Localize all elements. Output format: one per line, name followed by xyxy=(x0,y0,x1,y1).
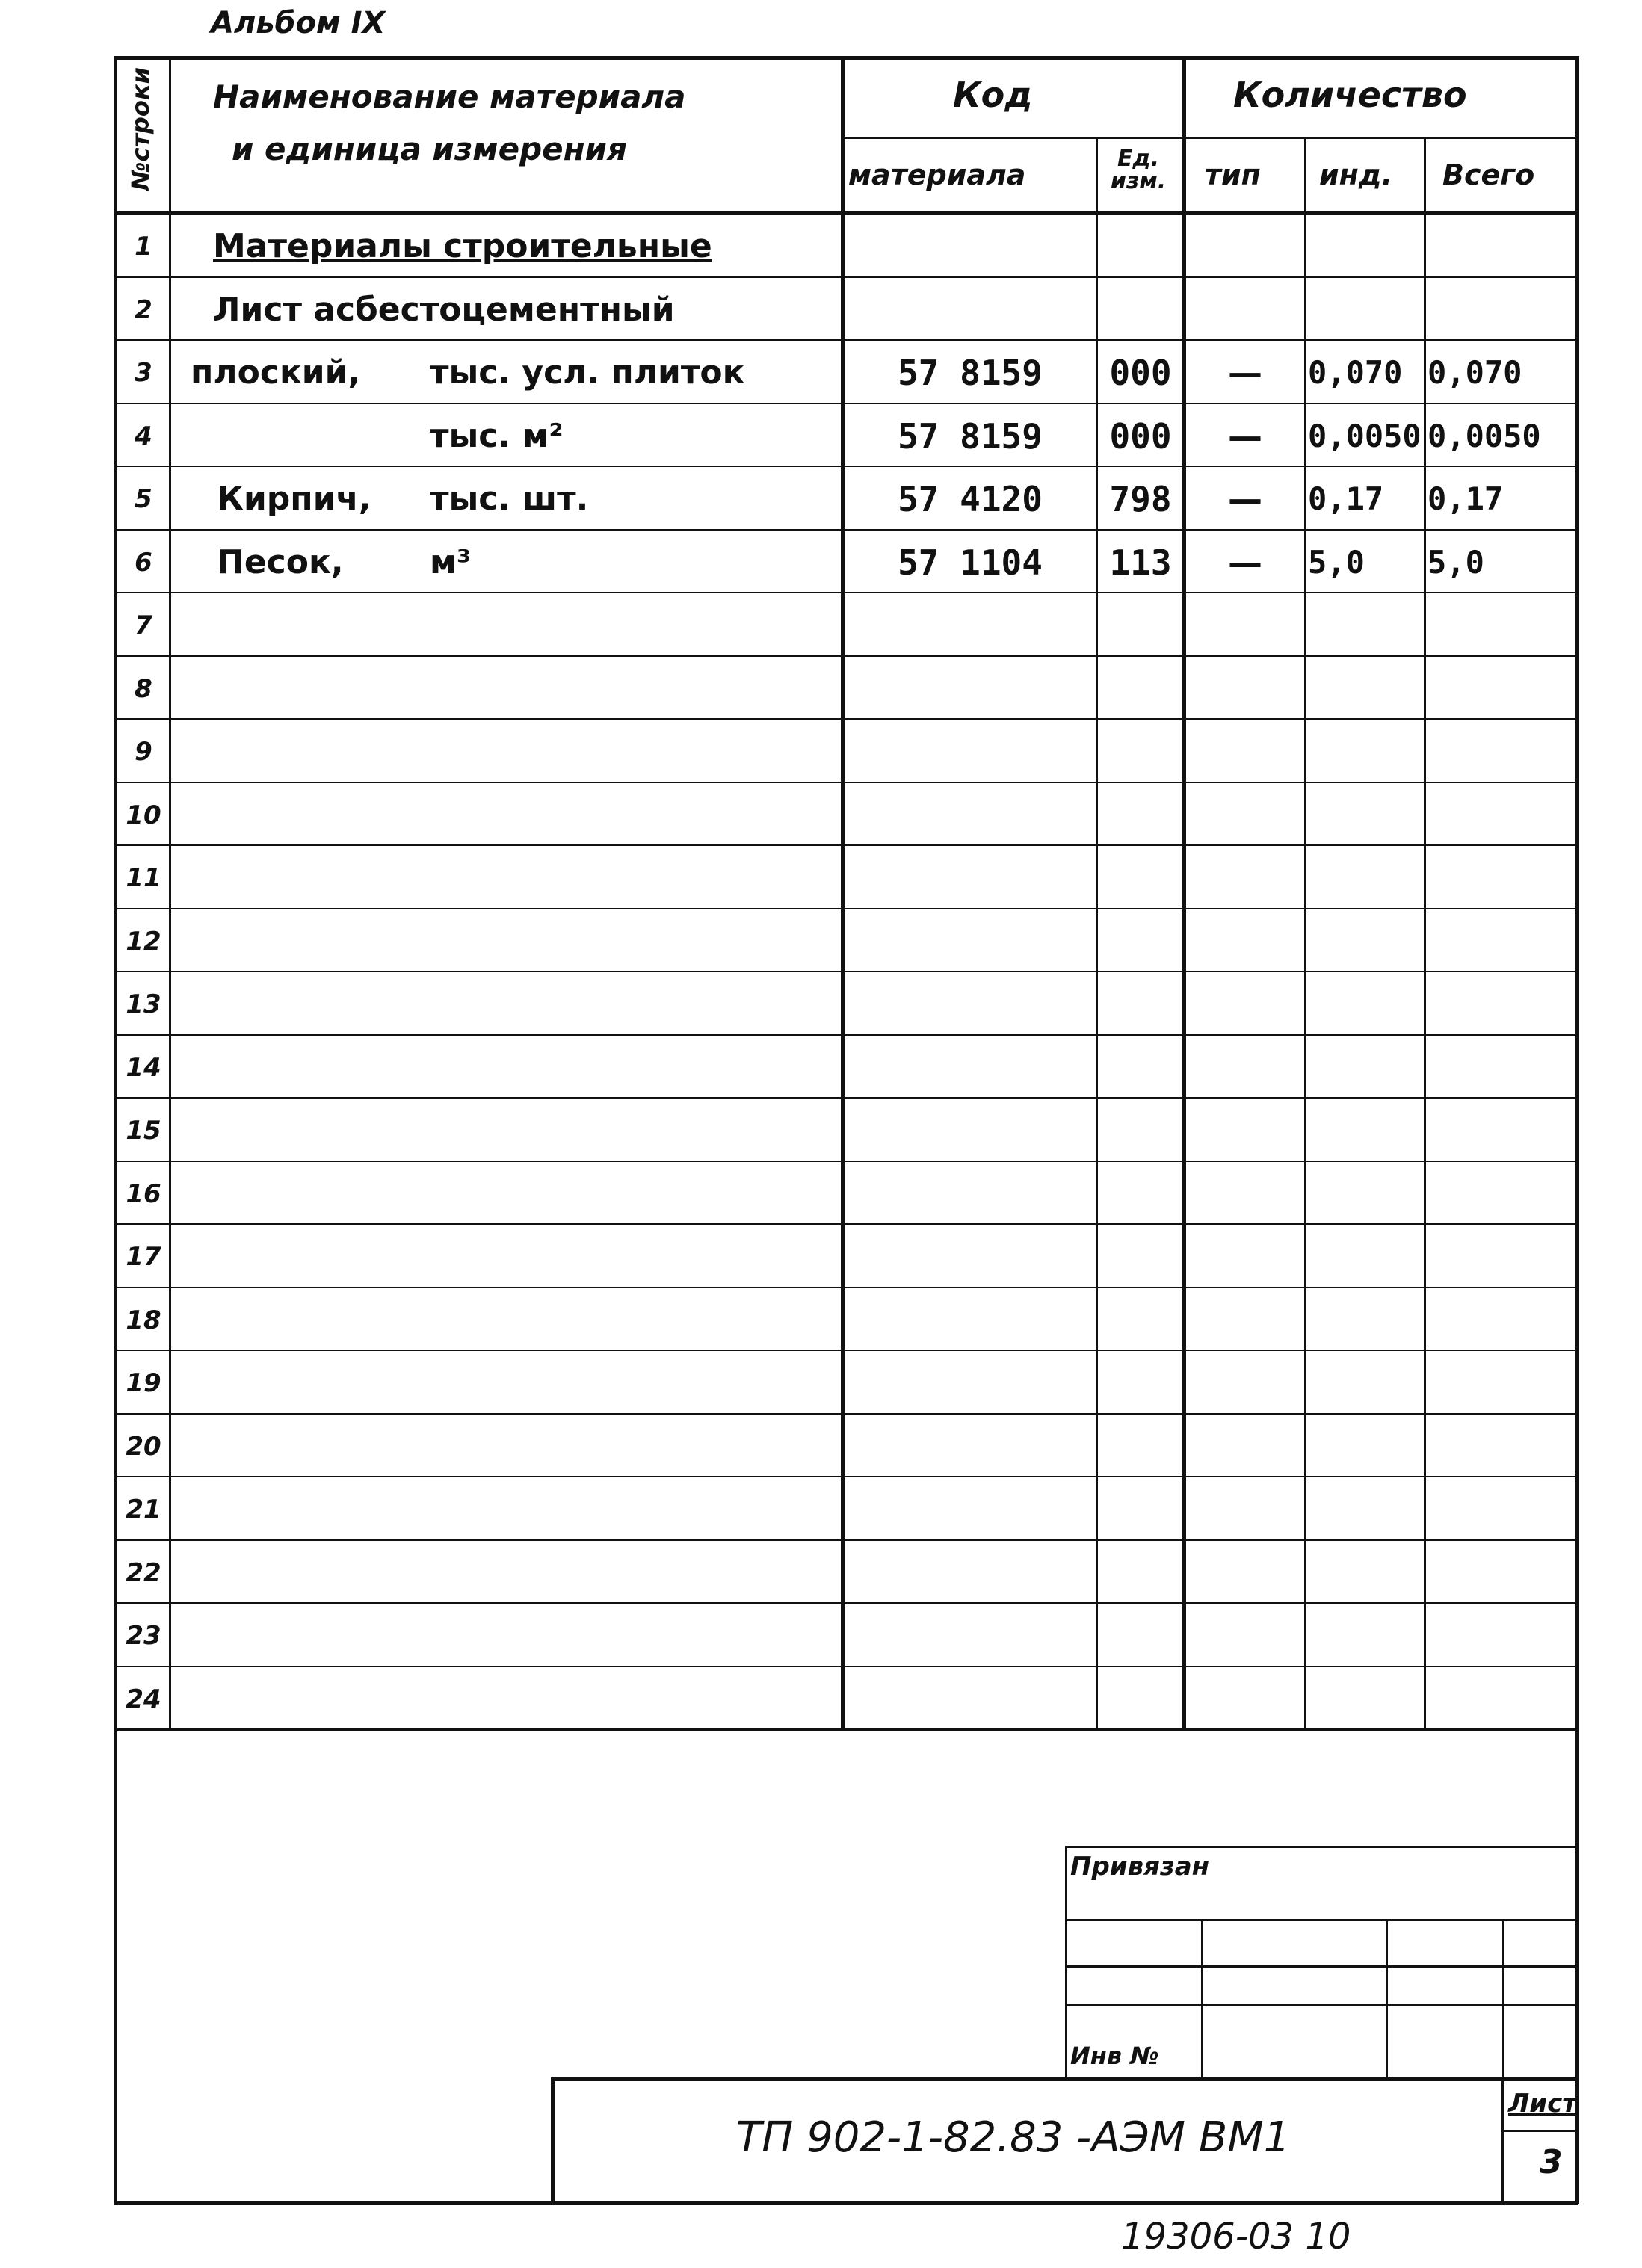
stamp-top-line xyxy=(114,1728,1578,1731)
cell-name: плоский, xyxy=(191,353,361,392)
frame-top xyxy=(114,56,1578,60)
cell-code: 57 1104 xyxy=(898,542,1043,583)
cell-ind: 0,0050 xyxy=(1308,417,1422,454)
cell-ind: 0,17 xyxy=(1308,481,1384,517)
row-rule xyxy=(114,1034,1578,1036)
table-row xyxy=(0,1163,1642,1226)
row-rule xyxy=(114,782,1578,783)
cell-unit: тыс. шт. xyxy=(430,480,589,518)
table-row xyxy=(0,1415,1642,1479)
table-row xyxy=(0,847,1642,910)
table-row xyxy=(0,342,1642,405)
row-rule xyxy=(114,339,1578,341)
row-rule xyxy=(114,1602,1578,1604)
stamp-sheet-left xyxy=(1501,2077,1504,2203)
stamp-grid-col-1 xyxy=(1201,1919,1203,2079)
cell-type: — xyxy=(1228,542,1262,583)
row-rule xyxy=(114,466,1578,467)
stamp-grid-line-3 xyxy=(1065,2004,1578,2006)
stamp-title-top xyxy=(551,2077,1578,2081)
cell-n: 4 xyxy=(135,421,152,451)
table-row xyxy=(0,531,1642,595)
cell-n: 22 xyxy=(126,1557,161,1588)
header-code-unit: Ед. изм. xyxy=(1110,146,1167,194)
header-qty-type: тип xyxy=(1205,158,1261,191)
stamp-sheet-mid xyxy=(1501,2130,1578,2132)
stamp-sheet-label: Лист xyxy=(1508,2089,1577,2119)
table-row xyxy=(0,1668,1642,1731)
cell-total: 0,070 xyxy=(1428,354,1522,391)
cell-n: 24 xyxy=(126,1684,161,1714)
table-row xyxy=(0,784,1642,847)
table-row xyxy=(0,973,1642,1036)
stamp-grid-col-3 xyxy=(1502,1919,1504,2079)
cell-n: 7 xyxy=(135,611,152,640)
cell-unit-code: 000 xyxy=(1109,353,1172,393)
row-rule xyxy=(114,1666,1578,1667)
cell-code: 57 4120 xyxy=(898,479,1043,519)
cell-n: 19 xyxy=(126,1368,161,1398)
stamp-attached-label: Привязан xyxy=(1070,1852,1210,1882)
table-row xyxy=(0,1478,1642,1542)
header-qty-ind: инд. xyxy=(1319,158,1393,191)
row-rule xyxy=(114,529,1578,531)
cell-type: — xyxy=(1228,353,1262,393)
header-qty-group: Количество xyxy=(1233,75,1467,115)
cell-n: 16 xyxy=(126,1178,161,1209)
row-rule xyxy=(114,1223,1578,1225)
table-row xyxy=(0,1036,1642,1100)
table-row xyxy=(0,1099,1642,1163)
header-row-number: №строки xyxy=(126,67,155,191)
table-row xyxy=(0,468,1642,531)
table-row xyxy=(0,279,1642,342)
row-rule xyxy=(114,403,1578,404)
cell-n: 18 xyxy=(126,1305,161,1335)
row-rule xyxy=(114,655,1578,657)
table-row xyxy=(0,1604,1642,1668)
cell-name: Песок, xyxy=(217,543,344,581)
row-rule xyxy=(114,276,1578,278)
cell-n: 13 xyxy=(126,989,161,1019)
cell-n: 21 xyxy=(126,1495,161,1524)
table-row xyxy=(0,405,1642,469)
table-row xyxy=(0,720,1642,784)
header-code-group: Код xyxy=(953,75,1033,115)
row-rule xyxy=(114,592,1578,593)
cell-n: 11 xyxy=(126,863,161,893)
row-rule xyxy=(114,718,1578,720)
cell-name: Лист асбестоцементный xyxy=(213,290,675,329)
header-name-line1: Наименование материала xyxy=(213,78,686,115)
cell-name: Кирпич, xyxy=(217,480,371,518)
cell-type: — xyxy=(1228,479,1262,519)
cell-code: 57 8159 xyxy=(898,353,1043,393)
cell-code: 57 8159 xyxy=(898,415,1043,457)
cell-n: 9 xyxy=(135,737,152,767)
cell-unit: тыс. м² xyxy=(430,416,564,455)
header-name-line2: и единица измерения xyxy=(232,131,628,167)
stamp-title-left xyxy=(551,2077,555,2203)
header-mid-line xyxy=(841,137,1577,139)
cell-unit: м³ xyxy=(430,543,472,581)
row-rule xyxy=(114,1413,1578,1415)
row-rule xyxy=(114,1097,1578,1099)
row-rule xyxy=(114,1539,1578,1541)
stamp-grid-col-2 xyxy=(1386,1919,1388,2079)
cell-unit-code: 113 xyxy=(1109,542,1172,583)
header-code-material: материала xyxy=(848,158,1026,191)
cell-unit-code: 000 xyxy=(1109,415,1172,457)
row-rule xyxy=(114,971,1578,972)
cell-n: 14 xyxy=(126,1052,161,1083)
cell-total: 5,0 xyxy=(1428,543,1484,581)
row-rule xyxy=(114,1287,1578,1288)
table-row xyxy=(0,1226,1642,1289)
cell-n: 3 xyxy=(135,358,152,388)
header-qty-total: Всего xyxy=(1442,158,1535,191)
cell-n: 5 xyxy=(135,484,152,514)
cell-ind: 5,0 xyxy=(1308,543,1365,581)
table-row xyxy=(0,658,1642,721)
cell-n: 8 xyxy=(135,673,152,704)
table-row xyxy=(0,1289,1642,1353)
cell-n: 17 xyxy=(126,1242,161,1272)
cell-name: Материалы строительные xyxy=(213,227,712,265)
table-row xyxy=(0,1542,1642,1605)
cell-n: 20 xyxy=(126,1431,161,1462)
stamp-inv-label: Инв № xyxy=(1070,2042,1159,2070)
cell-ind: 0,070 xyxy=(1308,354,1403,391)
table-row xyxy=(0,215,1642,279)
cell-unit-code: 798 xyxy=(1109,479,1172,519)
cell-total: 0,0050 xyxy=(1428,417,1541,454)
cell-unit: тыс. усл. плиток xyxy=(430,353,745,392)
cell-n: 12 xyxy=(126,926,161,957)
stamp-sheet-number: 3 xyxy=(1540,2143,1563,2181)
cell-n: 2 xyxy=(135,294,152,325)
stamp-attach-left xyxy=(1065,1846,1067,2079)
row-rule xyxy=(114,844,1578,846)
stamp-grid-line-2 xyxy=(1065,1965,1578,1968)
table-row xyxy=(0,1352,1642,1415)
cell-n: 15 xyxy=(126,1116,161,1146)
cell-total: 0,17 xyxy=(1428,481,1504,517)
cell-n: 10 xyxy=(126,800,161,830)
cell-type: — xyxy=(1228,415,1262,457)
row-rule xyxy=(114,1476,1578,1477)
frame-bottom xyxy=(114,2201,1578,2205)
stamp-document-code: ТП 902-1-82.83 -АЭМ ВМ1 xyxy=(736,2113,1291,2162)
table-row xyxy=(0,910,1642,974)
album-label: Альбом IX xyxy=(211,6,386,40)
row-rule xyxy=(114,1350,1578,1351)
row-rule xyxy=(114,908,1578,909)
cell-n: 6 xyxy=(135,547,152,578)
stamp-attach-top xyxy=(1065,1846,1578,1848)
footer-number: 19306-03 10 xyxy=(1121,2216,1351,2258)
row-rule xyxy=(114,1161,1578,1162)
table-row xyxy=(0,594,1642,658)
cell-n: 23 xyxy=(126,1621,161,1651)
stamp-grid-line-1 xyxy=(1065,1919,1578,1921)
cell-n: 1 xyxy=(135,232,152,262)
